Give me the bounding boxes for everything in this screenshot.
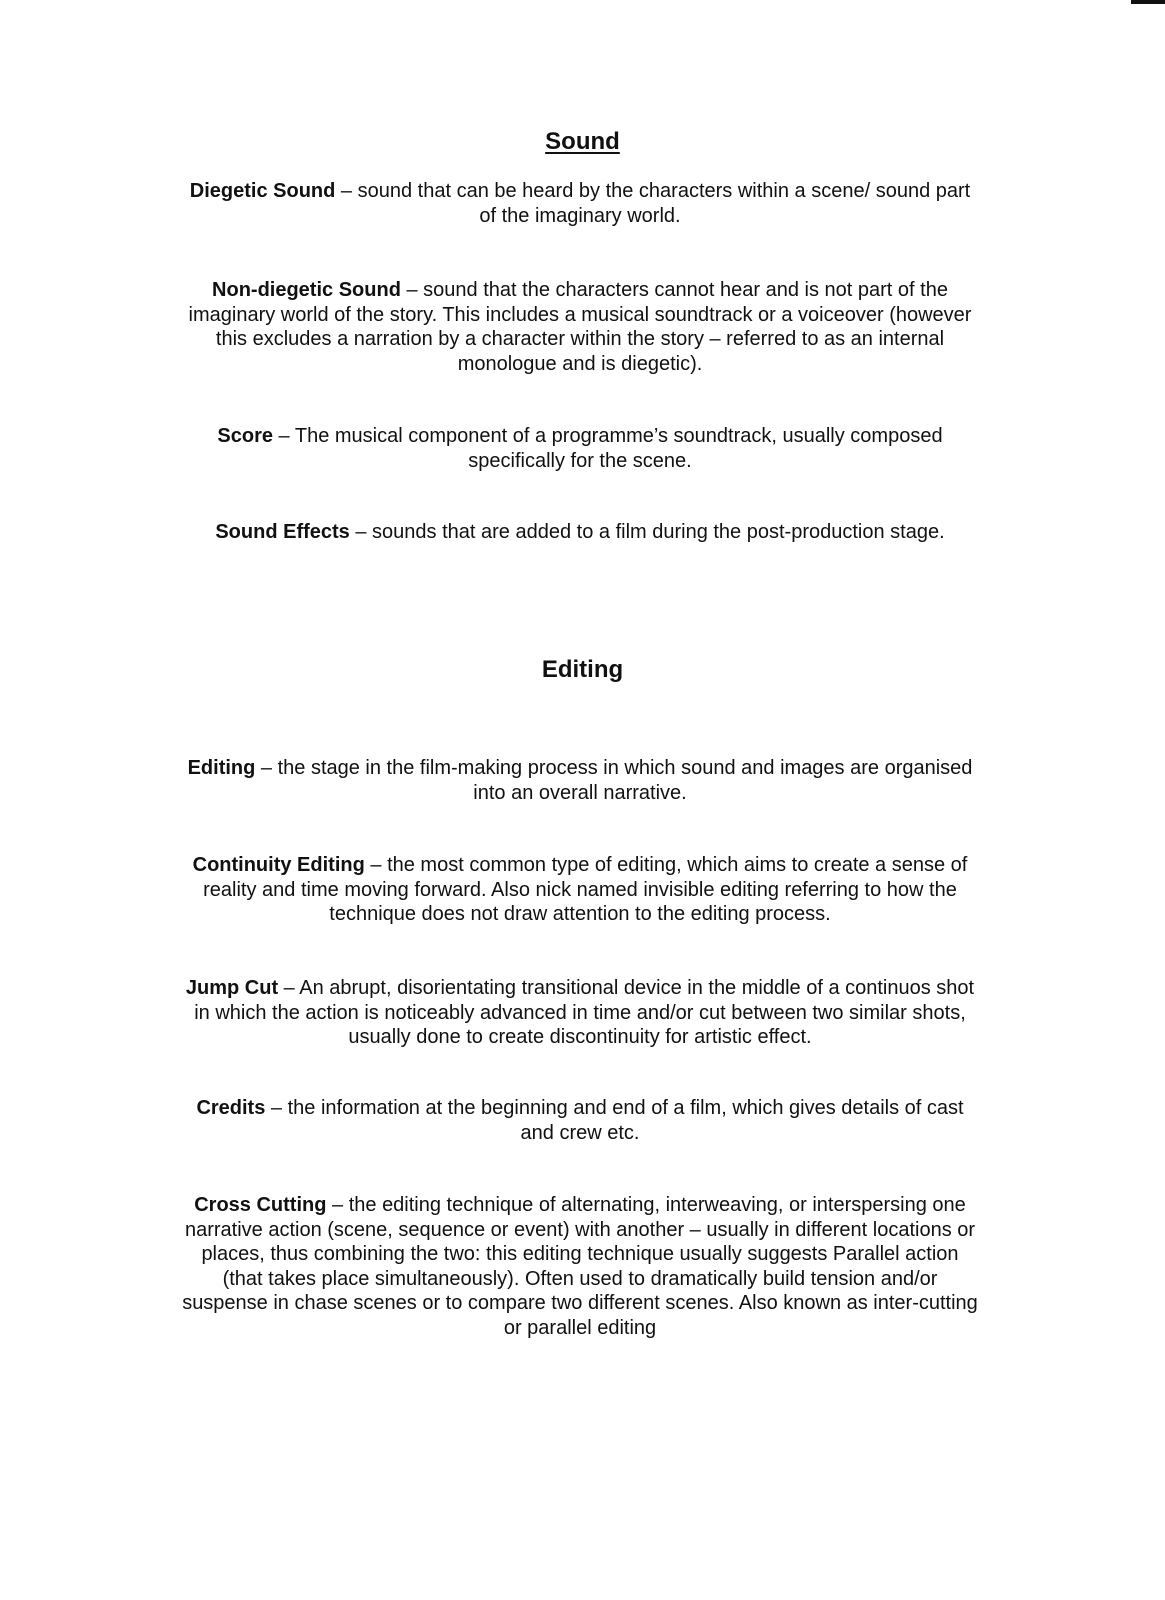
sound-heading: Sound: [545, 128, 620, 155]
definition-continuity-editing: [180, 853, 980, 927]
definition-jump-cut: [180, 976, 980, 1050]
definition: sound that the characters cannot hear and is not part of the imaginary world of the story. This includes a musical soundtrack or a voiceover (however this excludes a narration by a character within the story – referred to as an internal monologue and is diegetic).: [188, 279, 972, 375]
separator: –: [364, 854, 388, 876]
editing-heading: Editing: [541, 656, 624, 683]
separator: –: [278, 977, 300, 999]
definition: sounds that are added to a film during the post-production stage.: [372, 521, 945, 543]
definition-score: [180, 424, 980, 473]
term: Diegetic Sound: [189, 180, 336, 202]
definition-diegetic-sound: [180, 179, 980, 228]
definition-non-diegetic-sound: [180, 278, 980, 376]
separator: –: [400, 279, 424, 301]
definition: The musical component of a programme’s soundtrack, usually composed specifically for the scene.: [294, 425, 943, 472]
definition: the stage in the film-making process in which sound and images are organised into an overall narrative.: [277, 757, 973, 804]
separator: –: [326, 1194, 349, 1216]
term: Cross Cutting: [194, 1194, 327, 1216]
definition-cross-cutting: [180, 1193, 980, 1340]
separator: –: [349, 521, 373, 543]
term: Continuity Editing: [192, 854, 365, 876]
term: Sound Effects: [215, 521, 350, 543]
definition: sound that can be heard by the characters within a scene/ sound part of the imaginary world.: [357, 180, 971, 227]
separator: –: [255, 757, 278, 779]
definition: An abrupt, disorientating transitional device in the middle of a continuos shot in which the action is noticeably advanced in time and/or cut between two similar shots, usually done to create discontinuity for artistic effect.: [194, 977, 975, 1048]
definition: the information at the beginning and end of a film, which gives details of cast and crew etc.: [287, 1097, 964, 1144]
definition-editing: [180, 756, 980, 805]
term: Credits: [196, 1097, 266, 1119]
term: Jump Cut: [185, 977, 279, 999]
definition: the most common type of editing, which aims to create a sense of reality and time moving forward. Also nick named invisible editing referring to how the technique does not draw attention to the editing process.: [203, 854, 968, 925]
separator: –: [335, 180, 358, 202]
separator: –: [272, 425, 295, 447]
scan-edge-mark: [1131, 0, 1165, 4]
term: Score: [217, 425, 273, 447]
definition: the editing technique of alternating, interweaving, or interspersing one narrative action (scene, sequence or event) with another – usually in different locations or places, thus combining the two: this editing technique usually suggests Parallel action (that takes place simultaneously). Often used to dramatically build tension and/or suspense in chase scenes or to compare two different scenes. Also known as inter-cutting or parallel editing: [182, 1194, 978, 1339]
term: Editing: [187, 757, 256, 779]
definition-credits: [180, 1096, 980, 1145]
definition-sound-effects: [180, 520, 980, 545]
separator: –: [265, 1097, 288, 1119]
term: Non-diegetic Sound: [212, 279, 401, 301]
